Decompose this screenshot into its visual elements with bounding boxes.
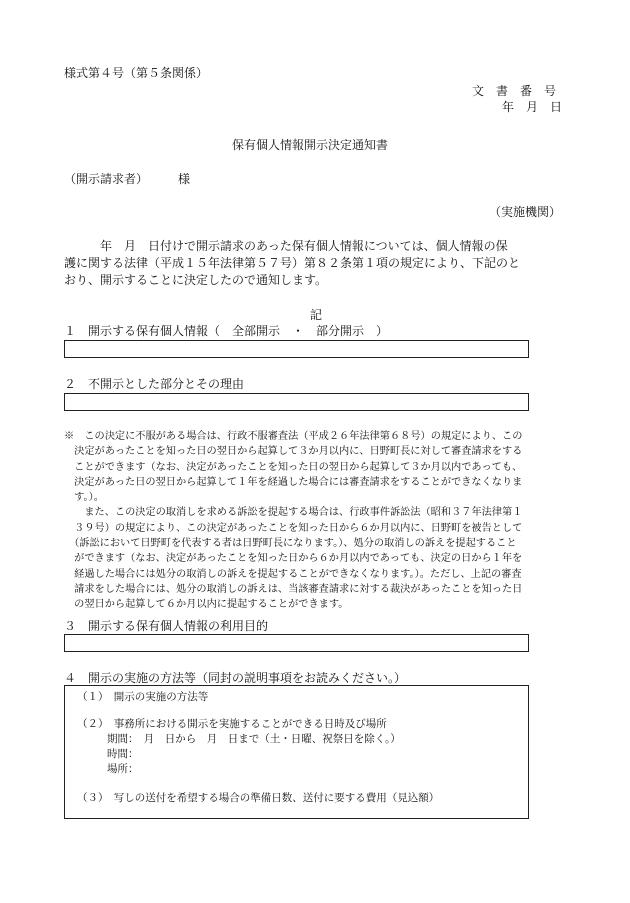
date-label: 年 月 日 [502,100,563,114]
note-line: の翌日から起算して６か月以内に提起することができます。 [64,599,349,611]
form-number: 様式第４号（第５条関係） [64,66,209,80]
body-line: 年 月 日付けで開示請求のあった保有個人情報については、個人情報の保 [64,239,508,253]
method-time: 時間： [107,748,139,760]
method-item-2: （２） 事務所における開示を実施することができる日時及び場所 [77,718,387,730]
method-place: 場所： [107,763,139,775]
section-2-field[interactable] [64,393,529,411]
agency-label: （実施機関） [489,205,562,219]
method-item-1: （１） 開示の実施の方法等 [77,691,209,703]
section-1-heading: １ 開示する保有個人情報（ 全部開示 ・ 部分開示 ） [64,324,389,338]
requester-line: （開示請求者） 様 [64,172,191,186]
body-line: 護に関する法律（平成１５年法律第５７号）第８２条第１項の規定により、下記のと [64,256,521,270]
note-line: 請求をした場合には、処分の取消しの訴えは、当該審査請求に対する裁決があったことを知った日 [64,583,523,595]
note-line: ことができます（なお、決定があったことを知った日の翌日から起算して３か月以内であっても、 [64,461,523,473]
body-text [64,238,520,289]
note-line: 経過した場合には処分の取消しの訴えを提起することができなくなります。）。ただし、上記の審査 [64,568,522,580]
section-3-heading: ３ 開示する保有個人情報の利用目的 [64,619,269,633]
appeal-notes [64,429,522,613]
note-line: （訴訟において日野町を代表する者は日野町長になります。）、処分の取消しの訴えを提起すること [64,538,517,550]
body-line: おり、開示することに決定したので通知します。 [64,273,328,287]
note-line: ３９号）の規定により、この決定があったことを知った日から６か月以内に、日野町を被告として [64,522,523,534]
section-4-box [64,685,529,819]
note-line: す。）。 [64,492,104,504]
method-period: 期間： 月 日から 月 日まで（土・日曜、祝祭日を除く。） [107,733,401,745]
section-1-field[interactable] [64,340,529,358]
note-line: 決定があった日の翌日から起算して１年を経過した場合には審査請求をすることができなくなりま [64,476,523,488]
method-item-3: （３） 写しの送付を希望する場合の準備日数、送付に要する費用（見込額） [77,792,440,804]
note-line: ができます（なお、決定があったことを知った日から６か月以内であっても、決定の日から１年を [64,553,523,565]
section-4-heading: ４ 開示の実施の方法等（同封の説明事項をお読みください。） [64,671,407,685]
document-number-label: 文 書 番 号 [472,84,557,98]
document-title: 保有個人情報開示決定通知書 [232,138,389,152]
ki-mark: 記 [310,308,323,322]
note-line: ※ この決定に不服がある場合は、行政不服審査法（平成２６年法律第６８号）の規定により、この [64,431,523,442]
section-2-heading: ２ 不開示とした部分とその理由 [64,377,245,391]
section-3-field[interactable] [64,634,529,652]
note-line: また、この決定の取消しを求める訴訟を提起する場合は、行政事件訴訟法（昭和３７年法律第１ [64,507,523,519]
note-line: 決定があったことを知った日の翌日から起算して３か月以内に、日野町長に対して審査請求をする [64,446,523,458]
